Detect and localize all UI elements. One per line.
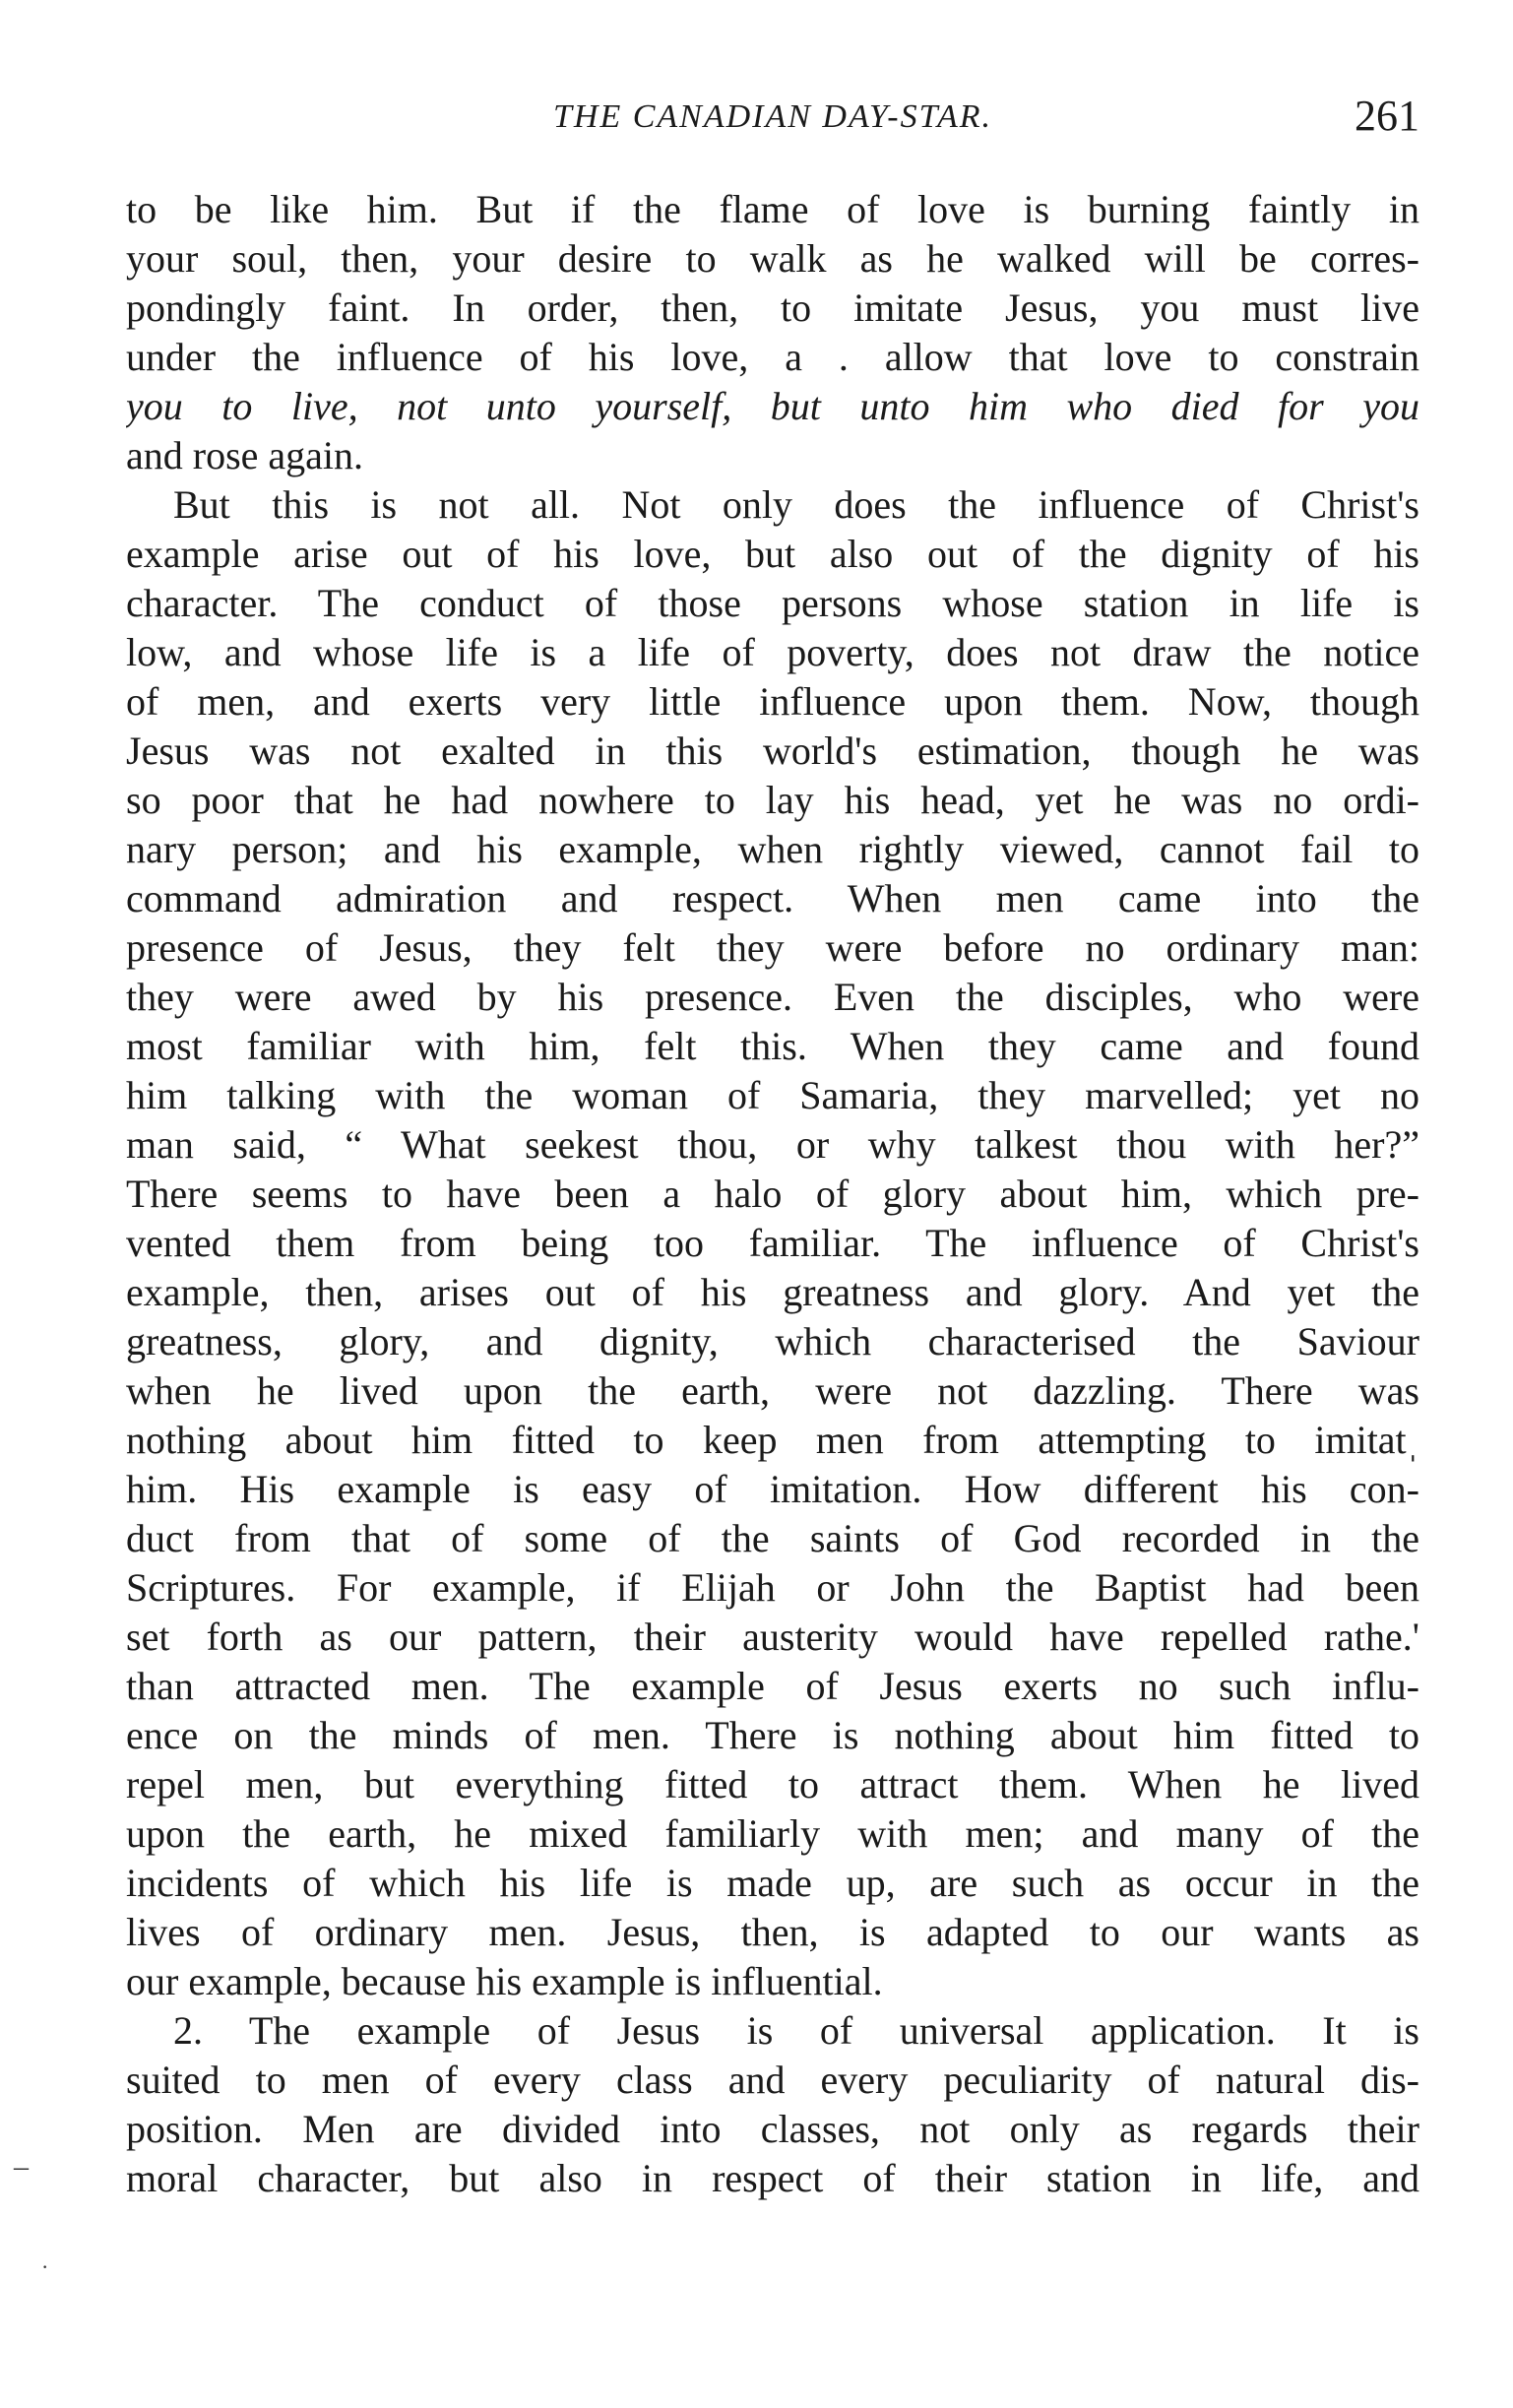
- text-line: your soul, then, your desire to walk as he walked will be corres-: [126, 236, 1419, 281]
- text-line: duct from that of some of the saints of God recorded in the: [126, 1516, 1419, 1560]
- running-title: THE CANADIAN DAY-STAR.: [552, 98, 993, 135]
- text-line: 2. The example of Jesus is of universal application. It is: [173, 2008, 1419, 2053]
- text-line: our example, because his example is influential.: [126, 1959, 883, 2003]
- text-line: man said, “ What seekest thou, or why talkest thou with her?”: [126, 1122, 1419, 1167]
- text-line: incidents of which his life is made up, are such as occur in the: [126, 1861, 1419, 1905]
- text-line: him talking with the woman of Samaria, they marvelled; yet no: [126, 1073, 1419, 1117]
- text-line: set forth as our pattern, their austerity would have repelled rathe.': [126, 1615, 1419, 1659]
- text-line: you to live, not unto yourself, but unto him who died for you: [126, 384, 1419, 428]
- text-line: moral character, but also in respect of their station in life, and: [126, 2156, 1419, 2200]
- page-number: 261: [1355, 92, 1419, 140]
- text-line: repel men, but everything fitted to attract them. When he lived: [126, 1762, 1419, 1806]
- text-line: But this is not all. Not only does the influence of Christ's: [173, 482, 1419, 527]
- text-line: example, then, arises out of his greatness and glory. And yet the: [126, 1270, 1419, 1314]
- text-line: Jesus was not exalted in this world's estimation, though he was: [126, 729, 1419, 773]
- text-line: than attracted men. The example of Jesus exerts no such influ-: [126, 1664, 1419, 1708]
- text-line: him. His example is easy of imitation. How different his con-: [126, 1467, 1419, 1511]
- text-line: they were awed by his presence. Even the disciples, who were: [126, 975, 1419, 1019]
- text-line: low, and whose life is a life of poverty, does not draw the notice: [126, 630, 1419, 674]
- text-line: greatness, glory, and dignity, which characterised the Saviour: [126, 1319, 1419, 1363]
- text-line: and rose again.: [126, 433, 364, 477]
- text-line: character. The conduct of those persons whose station in life is: [126, 581, 1419, 625]
- text-line: most familiar with him, felt this. When they came and found: [126, 1024, 1419, 1068]
- text-line: ence on the minds of men. There is nothing about him fitted to: [126, 1713, 1419, 1757]
- text-line: example arise out of his love, but also out of the dignity of his: [126, 532, 1419, 576]
- margin-dash-mark: –: [14, 2150, 29, 2183]
- text-line: of men, and exerts very little influence upon them. Now, though: [126, 679, 1419, 724]
- running-head: [126, 91, 1419, 150]
- text-line: command admiration and respect. When men came into the: [126, 876, 1419, 920]
- text-line: lives of ordinary men. Jesus, then, is adapted to our wants as: [126, 1910, 1419, 1954]
- text-line: nothing about him fitted to keep men from attempting to imitatˌ: [126, 1418, 1419, 1462]
- text-line: upon the earth, he mixed familiarly with men; and many of the: [126, 1811, 1419, 1856]
- text-line: so poor that he had nowhere to lay his head, yet he was no ordi-: [126, 778, 1419, 822]
- text-line: Scriptures. For example, if Elijah or John the Baptist had been: [126, 1565, 1419, 1610]
- text-line: nary person; and his example, when rightly viewed, cannot fail to: [126, 827, 1419, 871]
- text-line: when he lived upon the earth, were not dazzling. There was: [126, 1368, 1419, 1413]
- text-line: There seems to have been a halo of glory about him, which pre-: [126, 1172, 1419, 1216]
- text-line: to be like him. But if the flame of love is burning faintly in: [126, 187, 1419, 231]
- text-line: position. Men are divided into classes, not only as regards their: [126, 2107, 1419, 2151]
- text-line: under the influence of his love, a . allow that love to constrain: [126, 335, 1419, 379]
- body-text: [126, 185, 1419, 2203]
- text-line: pondingly faint. In order, then, to imitate Jesus, you must live: [126, 285, 1419, 330]
- text-line: presence of Jesus, they felt they were before no ordinary man:: [126, 925, 1419, 970]
- margin-dot-mark: ·: [41, 2254, 49, 2279]
- text-line: suited to men of every class and every peculiarity of natural dis-: [126, 2058, 1419, 2102]
- text-line: vented them from being too familiar. The influence of Christ's: [126, 1221, 1419, 1265]
